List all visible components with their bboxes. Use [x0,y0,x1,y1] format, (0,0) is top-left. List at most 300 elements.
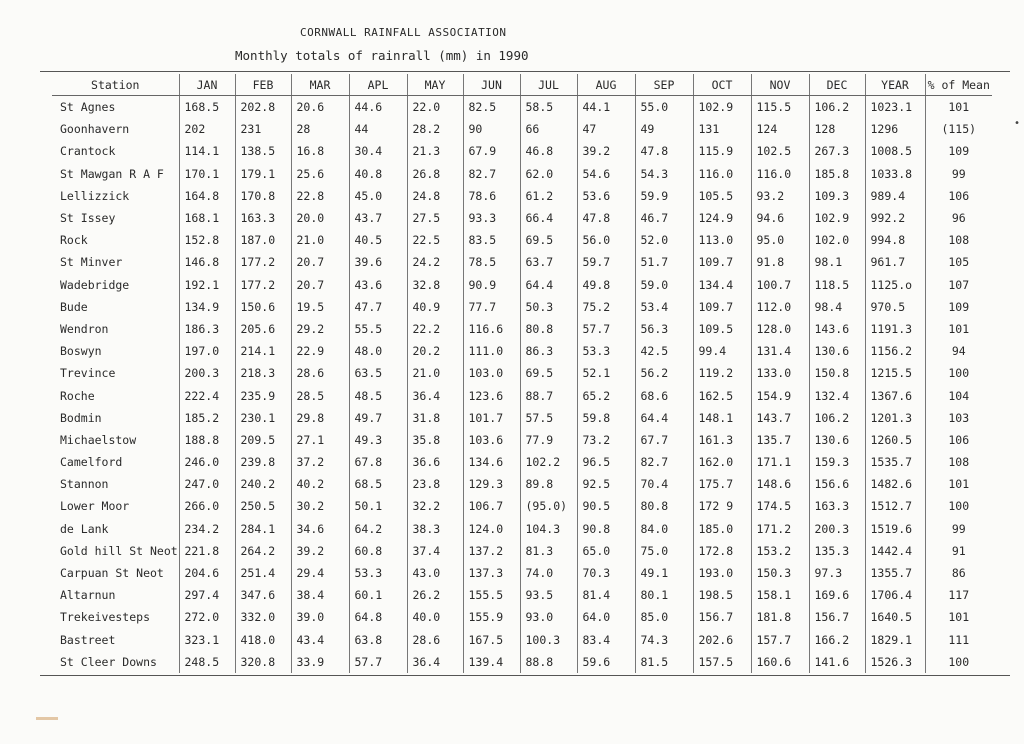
table-row [52,229,992,251]
rainfall-value-cell: 198.5 [693,584,751,606]
percent-of-mean-cell: 105 [925,251,992,273]
table-row [52,274,992,296]
rainfall-value-cell: 39.0 [291,606,349,628]
rainfall-value-cell: 181.8 [751,606,809,628]
rainfall-value-cell: 21.0 [407,362,463,384]
rainfall-value-cell: 20.7 [291,274,349,296]
rainfall-value-cell: 155.9 [463,606,520,628]
rainfall-value-cell: 73.2 [577,429,635,451]
rainfall-value-cell: 54.6 [577,163,635,185]
rainfall-value-cell: 347.6 [235,584,291,606]
rainfall-value-cell: 77.7 [463,296,520,318]
page-title: CORNWALL RAINFALL ASSOCIATION [300,26,507,39]
station-name: Bude [60,299,88,314]
rainfall-value-cell: 26.2 [407,584,463,606]
rainfall-value-cell: 246.0 [179,451,235,473]
rainfall-value-cell: 100.3 [520,629,577,651]
rainfall-value-cell: 20.2 [407,340,463,362]
rainfall-value-cell: 109.3 [809,185,865,207]
rainfall-value-cell: 80.1 [635,584,693,606]
rainfall-value-cell: 186.3 [179,318,235,340]
column-header: SEP [635,74,693,96]
table-row [52,562,992,584]
rainfall-value-cell: 53.3 [577,340,635,362]
rainfall-value-cell: 57.5 [520,407,577,429]
rainfall-value-cell: 22.2 [407,318,463,340]
table-row [52,185,992,207]
station-name: St Mawgan R A F [60,166,164,181]
rainfall-value-cell: 90.5 [577,495,635,517]
rainfall-value-cell: 134.4 [693,274,751,296]
rainfall-value-cell: 40.9 [407,296,463,318]
percent-of-mean-cell: 100 [925,495,992,517]
rainfall-value-cell: 153.2 [751,540,809,562]
table-row [52,251,992,273]
rainfall-value-cell: 187.0 [235,229,291,251]
rainfall-value-cell: 131.4 [751,340,809,362]
rainfall-value-cell: 188.8 [179,429,235,451]
rainfall-value-cell: 119.2 [693,362,751,384]
rainfall-value-cell: 138.5 [235,140,291,162]
rainfall-value-cell: 135.7 [751,429,809,451]
rainfall-value-cell: 69.5 [520,362,577,384]
rainfall-value-cell: 113.0 [693,229,751,251]
rainfall-value-cell: 82.7 [635,451,693,473]
rainfall-value-cell: 157.5 [693,651,751,673]
rainfall-value-cell: 59.7 [577,251,635,273]
rainfall-value-cell: 28.6 [407,629,463,651]
rainfall-value-cell: 43.6 [349,274,407,296]
rainfall-value-cell: 130.6 [809,340,865,362]
rainfall-value-cell: 90.8 [577,518,635,540]
rainfall-value-cell: 59.8 [577,407,635,429]
rainfall-value-cell: 98.1 [809,251,865,273]
rainfall-value-cell: 102.9 [693,96,751,119]
rainfall-value-cell: 128 [809,118,865,140]
station-name: Camelford [60,455,123,470]
rainfall-value-cell: 92.5 [577,473,635,495]
rainfall-value-cell: 78.5 [463,251,520,273]
station-name: St Minver [60,255,123,270]
rainfall-value-cell: 81.3 [520,540,577,562]
rainfall-value-cell: 218.3 [235,362,291,384]
rainfall-value-cell: 67.9 [463,140,520,162]
rainfall-value-cell: 50.1 [349,495,407,517]
rainfall-value-cell: 1201.3 [865,407,925,429]
rainfall-value-cell: 29.2 [291,318,349,340]
rainfall-value-cell: 150.3 [751,562,809,584]
rainfall-value-cell: 90 [463,118,520,140]
rainfall-value-cell: 21.0 [291,229,349,251]
table-row [52,584,992,606]
rainfall-value-cell: 192.1 [179,274,235,296]
rainfall-value-cell: 28 [291,118,349,140]
rainfall-value-cell: 57.7 [577,318,635,340]
table-row [52,407,992,429]
rainfall-value-cell: 115.9 [693,140,751,162]
rainfall-value-cell: 239.8 [235,451,291,473]
column-header: FEB [235,74,291,96]
rainfall-value-cell: 49.1 [635,562,693,584]
rainfall-value-cell: 98.4 [809,296,865,318]
rainfall-value-cell: 130.6 [809,429,865,451]
rainfall-value-cell: 1260.5 [865,429,925,451]
rainfall-value-cell: 93.3 [463,207,520,229]
station-name: Boswyn [60,344,102,359]
rainfall-value-cell: 170.8 [235,185,291,207]
rainfall-value-cell: 70.4 [635,473,693,495]
rainfall-value-cell: 172.8 [693,540,751,562]
rainfall-value-cell: 158.1 [751,584,809,606]
rainfall-value-cell: 48.0 [349,340,407,362]
rainfall-value-cell: 109.7 [693,296,751,318]
rainfall-value-cell: 102.0 [809,229,865,251]
rainfall-value-cell: 78.6 [463,185,520,207]
rainfall-value-cell: 22.8 [291,185,349,207]
rainfall-value-cell: 134.9 [179,296,235,318]
rainfall-value-cell: 38.3 [407,518,463,540]
rainfall-value-cell: 1482.6 [865,473,925,495]
rainfall-value-cell: 59.6 [577,651,635,673]
rainfall-value-cell: 185.8 [809,163,865,185]
percent-of-mean-cell: 100 [925,651,992,673]
rainfall-value-cell: 63.5 [349,362,407,384]
station-name: Wendron [60,321,109,336]
percent-of-mean-cell: 117 [925,584,992,606]
rainfall-value-cell: 179.1 [235,163,291,185]
rainfall-value-cell: 51.7 [635,251,693,273]
station-name: Roche [60,388,95,403]
rainfall-value-cell: 74.0 [520,562,577,584]
rainfall-value-cell: 247.0 [179,473,235,495]
rainfall-value-cell: 128.0 [751,318,809,340]
rainfall-value-cell: 28.2 [407,118,463,140]
rainfall-value-cell: 123.6 [463,384,520,406]
table-row [52,429,992,451]
rainfall-value-cell: 93.5 [520,584,577,606]
rainfall-value-cell: 148.1 [693,407,751,429]
rainfall-value-cell: 185.0 [693,518,751,540]
rainfall-value-cell: 64.4 [520,274,577,296]
rainfall-value-cell: 59.0 [635,274,693,296]
percent-of-mean-cell: 104 [925,384,992,406]
rainfall-value-cell: 50.3 [520,296,577,318]
table-row [52,362,992,384]
rainfall-value-cell: 38.4 [291,584,349,606]
rainfall-value-cell: 230.1 [235,407,291,429]
rainfall-value-cell: 143.7 [751,407,809,429]
rainfall-value-cell: 60.8 [349,540,407,562]
rainfall-value-cell: 25.6 [291,163,349,185]
rainfall-value-cell: 68.6 [635,384,693,406]
rainfall-value-cell: 22.9 [291,340,349,362]
rainfall-value-cell: 56.3 [635,318,693,340]
table-row [52,518,992,540]
rainfall-value-cell: 202.6 [693,629,751,651]
rainfall-value-cell: 114.1 [179,140,235,162]
rainfall-value-cell: 297.4 [179,584,235,606]
rainfall-value-cell: 129.3 [463,473,520,495]
rainfall-value-cell: 131 [693,118,751,140]
rainfall-value-cell: 168.1 [179,207,235,229]
rainfall-value-cell: 67.8 [349,451,407,473]
rainfall-value-cell: 35.8 [407,429,463,451]
rainfall-value-cell: 209.5 [235,429,291,451]
rainfall-value-cell: 45.0 [349,185,407,207]
rainfall-value-cell: 69.5 [520,229,577,251]
station-name: Michaelstow [60,432,137,447]
rainfall-value-cell: 68.5 [349,473,407,495]
rainfall-value-cell: 172 9 [693,495,751,517]
rainfall-value-cell: 53.4 [635,296,693,318]
rainfall-value-cell: 106.2 [809,96,865,119]
rainfall-value-cell: 1215.5 [865,362,925,384]
rainfall-value-cell: 1526.3 [865,651,925,673]
rainfall-value-cell: 1640.5 [865,606,925,628]
percent-of-mean-cell: 101 [925,473,992,495]
rainfall-value-cell: 234.2 [179,518,235,540]
rainfall-value-cell: 64.8 [349,606,407,628]
rainfall-value-cell: 152.8 [179,229,235,251]
percent-of-mean-cell: 99 [925,518,992,540]
station-name: Lower Moor [60,499,130,514]
rainfall-value-cell: 90.9 [463,274,520,296]
rainfall-value-cell: 32.8 [407,274,463,296]
rainfall-value-cell: 970.5 [865,296,925,318]
rainfall-value-cell: 154.9 [751,384,809,406]
station-name: St Issey [60,211,116,226]
rainfall-value-cell: 961.7 [865,251,925,273]
rainfall-value-cell: 102.2 [520,451,577,473]
rainfall-value-cell: 109.7 [693,251,751,273]
table-row [52,318,992,340]
rainfall-value-cell: 40.8 [349,163,407,185]
rainfall-value-cell: 105.5 [693,185,751,207]
rainfall-value-cell: 44 [349,118,407,140]
table-row [52,540,992,562]
rainfall-value-cell: 118.5 [809,274,865,296]
rainfall-value-cell: 1355.7 [865,562,925,584]
rainfall-value-cell: 61.2 [520,185,577,207]
percent-of-mean-cell: 106 [925,429,992,451]
rainfall-value-cell: 1023.1 [865,96,925,119]
rainfall-value-cell: 250.5 [235,495,291,517]
rainfall-value-cell: 37.4 [407,540,463,562]
rainfall-value-cell: 146.8 [179,251,235,273]
rainfall-value-cell: 150.6 [235,296,291,318]
station-name: Crantock [60,144,116,159]
column-header: DEC [809,74,865,96]
percent-of-mean-cell: 109 [925,296,992,318]
rainfall-value-cell: 418.0 [235,629,291,651]
percent-of-mean-cell: 108 [925,229,992,251]
rainfall-value-cell: 89.8 [520,473,577,495]
rainfall-value-cell: 94.6 [751,207,809,229]
rainfall-value-cell: 53.3 [349,562,407,584]
rainfall-value-cell: 44.6 [349,96,407,119]
station-name: St Cleer Downs [60,654,157,669]
rainfall-value-cell: 57.7 [349,651,407,673]
rainfall-value-cell: 134.6 [463,451,520,473]
rainfall-value-cell: 171.2 [751,518,809,540]
rainfall-value-cell: 989.4 [865,185,925,207]
rainfall-value-cell: 1156.2 [865,340,925,362]
rainfall-value-cell: 56.2 [635,362,693,384]
rainfall-value-cell: 34.6 [291,518,349,540]
margin-tick: • [1014,118,1021,129]
rainfall-value-cell: 49.3 [349,429,407,451]
table-row [52,207,992,229]
rainfall-value-cell: 177.2 [235,251,291,273]
rainfall-value-cell: 101.7 [463,407,520,429]
percent-of-mean-cell: 101 [925,318,992,340]
table-row [52,384,992,406]
rainfall-value-cell: 27.5 [407,207,463,229]
station-name: Lellizzick [60,188,130,203]
station-name: St Agnes [60,100,116,115]
percent-of-mean-cell: 100 [925,362,992,384]
rainfall-value-cell: 162.0 [693,451,751,473]
rainfall-value-cell: 264.2 [235,540,291,562]
rainfall-value-cell: 83.4 [577,629,635,651]
rainfall-value-cell: 156.6 [809,473,865,495]
rainfall-value-cell: 63.8 [349,629,407,651]
rainfall-value-cell: 36.4 [407,651,463,673]
rainfall-value-cell: 102.9 [809,207,865,229]
rainfall-value-cell: 21.3 [407,140,463,162]
rainfall-value-cell: 53.6 [577,185,635,207]
rainfall-value-cell: 141.6 [809,651,865,673]
rainfall-value-cell: 167.5 [463,629,520,651]
rainfall-value-cell: 20.0 [291,207,349,229]
percent-of-mean-cell: 107 [925,274,992,296]
rainfall-value-cell: 156.7 [809,606,865,628]
column-header: JUN [463,74,520,96]
rainfall-value-cell: 40.5 [349,229,407,251]
rainfall-value-cell: 185.2 [179,407,235,429]
station-name: Rock [60,233,88,248]
rainfall-value-cell: 124.0 [463,518,520,540]
rainfall-value-cell: 55.0 [635,96,693,119]
rainfall-value-cell: 171.1 [751,451,809,473]
rainfall-value-cell: 111.0 [463,340,520,362]
rainfall-value-cell: 97.3 [809,562,865,584]
rainfall-value-cell: 91.8 [751,251,809,273]
column-header: MAY [407,74,463,96]
rainfall-value-cell: 200.3 [809,518,865,540]
percent-of-mean-cell: 103 [925,407,992,429]
rainfall-value-cell: 100.7 [751,274,809,296]
rainfall-value-cell: 267.3 [809,140,865,162]
rainfall-value-cell: 320.8 [235,651,291,673]
rainfall-value-cell: 93.2 [751,185,809,207]
percent-of-mean-cell: 96 [925,207,992,229]
rainfall-value-cell: 83.5 [463,229,520,251]
rainfall-value-cell: 30.2 [291,495,349,517]
rainfall-value-cell: 52.0 [635,229,693,251]
station-name: de Lank [60,521,109,536]
percent-of-mean-cell: (115) [925,118,992,140]
rainfall-value-cell: 124.9 [693,207,751,229]
rainfall-value-cell: 1125.o [865,274,925,296]
rainfall-value-cell: 1519.6 [865,518,925,540]
percent-of-mean-cell: 106 [925,185,992,207]
column-header: AUG [577,74,635,96]
rainfall-value-cell: 24.2 [407,251,463,273]
station-name: Bodmin [60,410,102,425]
rainfall-value-cell: 77.9 [520,429,577,451]
rainfall-value-cell: 272.0 [179,606,235,628]
rainfall-value-cell: 54.3 [635,163,693,185]
rainfall-value-cell: 22.5 [407,229,463,251]
rainfall-value-cell: 27.1 [291,429,349,451]
rainfall-value-cell: 204.6 [179,562,235,584]
rainfall-value-cell: 31.8 [407,407,463,429]
rainfall-value-cell: 150.8 [809,362,865,384]
station-name: Bastreet [60,632,116,647]
table-bottom-rule [40,675,1010,676]
rainfall-value-cell: 43.4 [291,629,349,651]
rainfall-value-cell: 205.6 [235,318,291,340]
rainfall-value-cell: 75.2 [577,296,635,318]
rainfall-value-cell: 112.0 [751,296,809,318]
rainfall-value-cell: 116.0 [751,163,809,185]
rainfall-value-cell: 202 [179,118,235,140]
rainfall-value-cell: 168.5 [179,96,235,119]
rainfall-value-cell: 20.6 [291,96,349,119]
rainfall-value-cell: 139.4 [463,651,520,673]
rainfall-value-cell: 28.6 [291,362,349,384]
rainfall-value-cell: 43.7 [349,207,407,229]
rainfall-value-cell: 169.6 [809,584,865,606]
rainfall-value-cell: 202.8 [235,96,291,119]
rainfall-value-cell: 1535.7 [865,451,925,473]
rainfall-value-cell: 44.1 [577,96,635,119]
rainfall-value-cell: 49.8 [577,274,635,296]
column-header: OCT [693,74,751,96]
station-name: Goonhavern [60,122,130,137]
table-row [52,473,992,495]
rainfall-value-cell: 221.8 [179,540,235,562]
rainfall-value-cell: 164.8 [179,185,235,207]
rainfall-value-cell: 67.7 [635,429,693,451]
rainfall-value-cell: 48.5 [349,384,407,406]
rainfall-value-cell: 65.0 [577,540,635,562]
rainfall-value-cell: 170.1 [179,163,235,185]
rainfall-value-cell: 81.5 [635,651,693,673]
station-name: Gold hill St Neot [60,543,178,558]
rainfall-value-cell: 22.0 [407,96,463,119]
rainfall-value-cell: 24.8 [407,185,463,207]
rainfall-value-cell: 63.7 [520,251,577,273]
rainfall-value-cell: 104.3 [520,518,577,540]
rainfall-value-cell: 197.0 [179,340,235,362]
rainfall-value-cell: 47.8 [577,207,635,229]
column-header: NOV [751,74,809,96]
table-body [52,96,992,673]
table-row [52,340,992,362]
table-row [52,118,992,140]
percent-of-mean-cell: 111 [925,629,992,651]
rainfall-value-cell: 82.7 [463,163,520,185]
rainfall-value-cell: 62.0 [520,163,577,185]
rainfall-value-cell: 137.3 [463,562,520,584]
rainfall-value-cell: 1033.8 [865,163,925,185]
rainfall-value-cell: 132.4 [809,384,865,406]
rainfall-value-cell: 102.5 [751,140,809,162]
station-name: Stannon [60,477,109,492]
rainfall-value-cell: 55.5 [349,318,407,340]
